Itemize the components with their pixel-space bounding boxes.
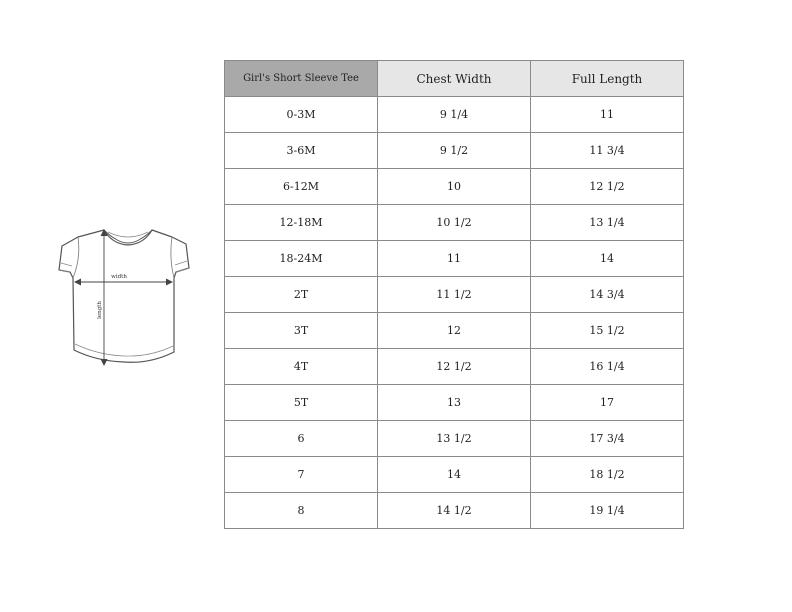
full-length-cell: 16 1/4 <box>531 349 684 385</box>
width-label: width <box>111 274 127 280</box>
table-row <box>225 205 684 241</box>
table-row <box>225 241 684 277</box>
size-cell: 5T <box>225 385 378 421</box>
tee-illustration <box>48 218 198 378</box>
table-row <box>225 133 684 169</box>
table-row <box>225 277 684 313</box>
chest-width-cell: 14 1/2 <box>378 493 531 529</box>
full-length-cell: 17 3/4 <box>531 421 684 457</box>
table-row <box>225 493 684 529</box>
size-cell: 3T <box>225 313 378 349</box>
full-length-cell: 18 1/2 <box>531 457 684 493</box>
size-cell: 12-18M <box>225 205 378 241</box>
table-row <box>225 169 684 205</box>
table-row <box>225 421 684 457</box>
size-cell: 18-24M <box>225 241 378 277</box>
chest-width-cell: 9 1/4 <box>378 97 531 133</box>
length-label: length <box>97 301 103 319</box>
table-header-row <box>225 61 684 97</box>
chest-width-cell: 13 <box>378 385 531 421</box>
chest-width-cell: 9 1/2 <box>378 133 531 169</box>
tee-diagram <box>48 218 198 378</box>
chest-width-cell: 14 <box>378 457 531 493</box>
tee-collar-inner <box>108 232 148 237</box>
size-cell: 7 <box>225 457 378 493</box>
table-row <box>225 349 684 385</box>
chest-width-cell: 13 1/2 <box>378 421 531 457</box>
full-length-cell: 17 <box>531 385 684 421</box>
header-product-name: Girl's Short Sleeve Tee <box>225 61 378 97</box>
header-full-length: Full Length <box>531 61 684 97</box>
table-row <box>225 457 684 493</box>
chest-width-cell: 11 <box>378 241 531 277</box>
header-chest-width: Chest Width <box>378 61 531 97</box>
chest-width-cell: 12 <box>378 313 531 349</box>
full-length-cell: 19 1/4 <box>531 493 684 529</box>
chest-width-cell: 10 <box>378 169 531 205</box>
size-cell: 6-12M <box>225 169 378 205</box>
chest-width-cell: 10 1/2 <box>378 205 531 241</box>
size-cell: 0-3M <box>225 97 378 133</box>
size-cell: 8 <box>225 493 378 529</box>
full-length-cell: 12 1/2 <box>531 169 684 205</box>
size-cell: 6 <box>225 421 378 457</box>
chest-width-cell: 11 1/2 <box>378 277 531 313</box>
size-chart-table <box>224 60 684 529</box>
table-row <box>225 97 684 133</box>
full-length-cell: 15 1/2 <box>531 313 684 349</box>
size-cell: 3-6M <box>225 133 378 169</box>
full-length-cell: 11 3/4 <box>531 133 684 169</box>
full-length-cell: 14 <box>531 241 684 277</box>
size-cell: 4T <box>225 349 378 385</box>
full-length-cell: 11 <box>531 97 684 133</box>
full-length-cell: 14 3/4 <box>531 277 684 313</box>
table-row <box>225 385 684 421</box>
length-arrow-bottom-head <box>101 359 108 366</box>
full-length-cell: 13 1/4 <box>531 205 684 241</box>
table-row <box>225 313 684 349</box>
chest-width-cell: 12 1/2 <box>378 349 531 385</box>
size-cell: 2T <box>225 277 378 313</box>
